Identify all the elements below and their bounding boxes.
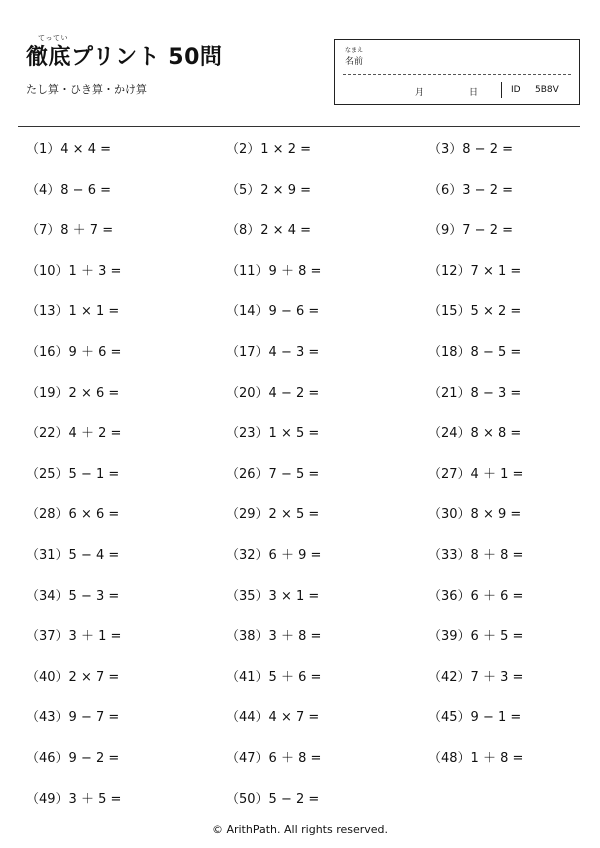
- separator: [501, 82, 502, 98]
- problem-item: （1）4 × 4 =: [26, 142, 111, 157]
- problem-item: （32）6 ＋ 9 =: [226, 548, 322, 563]
- problem-item: （31）5 − 4 =: [26, 548, 120, 563]
- problem-item: （22）4 ＋ 2 =: [26, 426, 122, 442]
- problem-item: （16）9 ＋ 6 =: [26, 345, 122, 360]
- problem-item: （49）3 ＋ 5 =: [26, 791, 122, 807]
- problem-item: （23）1 × 5 =: [226, 426, 320, 442]
- copyright: © ArithPath. All rights reserved.: [211, 823, 389, 836]
- page-subtitle: たし算・ひき算・かけ算: [26, 83, 147, 96]
- problem-item: （33）8 ＋ 8 =: [428, 548, 524, 563]
- id-label: ID: [511, 85, 521, 95]
- problem-item: （2）1 × 2 =: [226, 142, 311, 157]
- problem-item: （36）6 ＋ 6 =: [428, 588, 524, 604]
- name-ruby: なまえ: [345, 47, 364, 54]
- problem-item: （8）2 × 4 =: [226, 223, 311, 239]
- problem-item: （28）6 × 6 =: [26, 507, 120, 523]
- name-label: 名前: [345, 57, 364, 67]
- problem-item: （34）5 − 3 =: [26, 588, 120, 604]
- month-label: 月: [415, 88, 425, 98]
- problem-item: （25）5 − 1 =: [26, 466, 120, 482]
- page-title: 徹底プリント 50問: [26, 45, 223, 70]
- problem-item: （20）4 − 2 =: [226, 385, 320, 401]
- problem-item: （6）3 − 2 =: [428, 182, 513, 198]
- name-box: [334, 39, 580, 105]
- problem-item: （7）8 ＋ 7 =: [26, 223, 114, 239]
- name-underline: [343, 74, 571, 75]
- problem-item: （26）7 − 5 =: [226, 466, 320, 482]
- problem-item: （43）9 − 7 =: [26, 710, 120, 726]
- problem-item: （13）1 × 1 =: [26, 304, 120, 320]
- problem-item: （39）6 ＋ 5 =: [428, 629, 524, 645]
- problem-item: （27）4 ＋ 1 =: [428, 466, 524, 482]
- problem-item: （24）8 × 8 =: [428, 426, 522, 442]
- problem-item: （38）3 ＋ 8 =: [226, 629, 322, 645]
- problem-item: （9）7 − 2 =: [428, 223, 513, 239]
- problem-item: （46）9 − 2 =: [26, 751, 120, 766]
- problem-item: （40）2 × 7 =: [26, 669, 120, 685]
- problem-item: （37）3 ＋ 1 =: [26, 629, 122, 645]
- problem-item: （17）4 − 3 =: [226, 345, 320, 360]
- problem-item: （29）2 × 5 =: [226, 507, 320, 523]
- problem-item: （35）3 × 1 =: [226, 588, 320, 604]
- problem-item: （48）1 ＋ 8 =: [428, 751, 524, 766]
- problem-item: （14）9 − 6 =: [226, 304, 320, 320]
- problem-item: （18）8 − 5 =: [428, 345, 522, 360]
- problem-item: （12）7 × 1 =: [428, 263, 522, 279]
- problem-item: （42）7 ＋ 3 =: [428, 669, 524, 685]
- problem-item: （30）8 × 9 =: [428, 507, 522, 523]
- problem-item: （11）9 ＋ 8 =: [226, 263, 322, 279]
- problem-item: （10）1 ＋ 3 =: [26, 263, 122, 279]
- title-ruby: てってい: [38, 34, 68, 42]
- problem-item: （21）8 − 3 =: [428, 385, 522, 401]
- problem-item: （19）2 × 6 =: [26, 385, 120, 401]
- problem-item: （41）5 ＋ 6 =: [226, 669, 322, 685]
- problem-item: （4）8 − 6 =: [26, 182, 111, 198]
- problem-item: （50）5 − 2 =: [226, 791, 320, 807]
- day-label: 日: [469, 88, 479, 98]
- header-divider: [18, 126, 580, 127]
- problem-item: （3）8 − 2 =: [428, 142, 513, 157]
- id-value: 5B8V: [535, 85, 559, 95]
- problem-item: （45）9 − 1 =: [428, 710, 522, 726]
- problem-item: （44）4 × 7 =: [226, 710, 320, 726]
- problem-item: （47）6 ＋ 8 =: [226, 751, 322, 766]
- problem-item: （5）2 × 9 =: [226, 182, 311, 198]
- problem-item: （15）5 × 2 =: [428, 304, 522, 320]
